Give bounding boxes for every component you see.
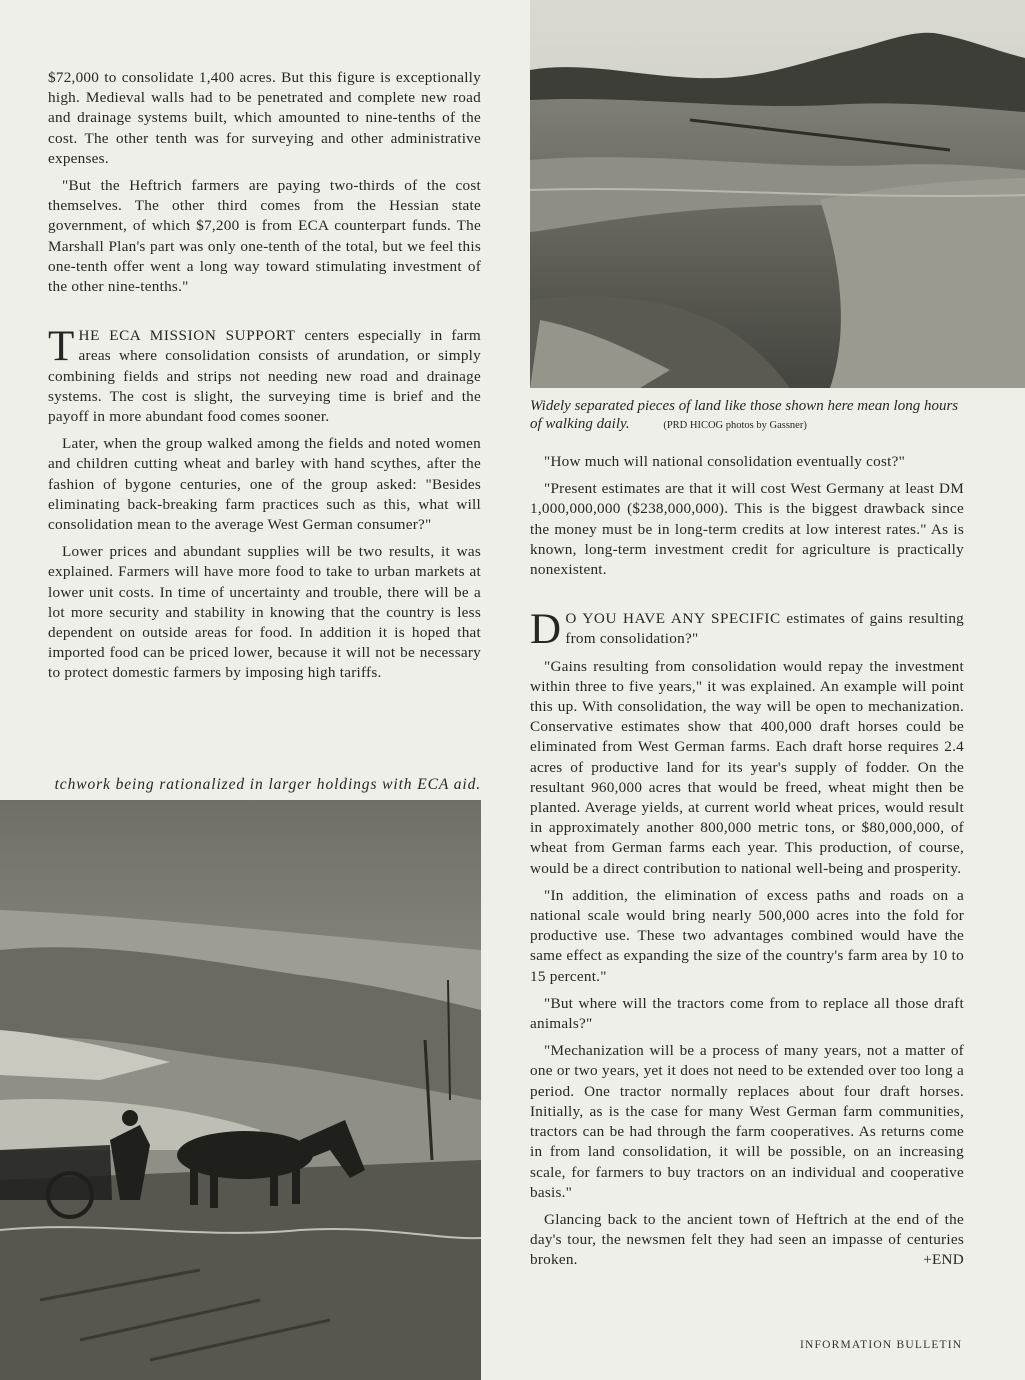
drop-cap: T [48, 323, 75, 371]
paragraph-dropcap [530, 606, 965, 654]
paragraph: "Mechanization will be a process of many years, not a matter of one or two years, yet it does not need to be extended over too long a period. One tractor normally replaces about four draft horses. Initially, as is the case for many West German farm communities, tractors can be had through the farm cooperatives. As returns come in from land consolidation, it will be possible, on an increasing scale, for farmers to buy tractors on an individual and cooperative basis." [530, 1042, 964, 1201]
paragraph: "Gains resulting from consolidation would repay the investment within three to five years," it was explained. An example will point this up. With consolidation, the way will be open to mechanization. Conservative estimates show that 400,000 draft horses could be eliminated from West German farms. Each draft horse requires 2.4 acres of productive land for its year's supply of fodder. On the resultant 960,000 acres that would be freed, wheat might then be planted. Average yields, at current world wheat prices, would result in approximately another 800,000 metric tons, or $80,000,000, of wheat from German farms each year. This production, of course, would be a direct contribution to national well-being and prosperity. [530, 657, 964, 877]
photo-farmer-with-horse [0, 800, 481, 1380]
left-text-column [48, 68, 481, 691]
paragraph [530, 1210, 964, 1271]
paragraph: Lower prices and abundant supplies will be two results, it was explained. Farmers will have more food to take to urban markets at lower unit costs. In time of uncertainty and trouble, there will be a lot more security and stability in knowing that the country is less dependent on outside areas for food. In addition it is hoped that imported food can be priced lower, because it will not be necessary to protect domestic farmers by imposing high tariffs. [48, 543, 481, 682]
paragraph: "How much will national consolidation eventually cost?" [544, 453, 906, 470]
photo-fields-landscape [530, 0, 1025, 388]
paragraph-dropcap [48, 323, 481, 427]
publication-footer: INFORMATION BULLETIN [800, 1339, 963, 1351]
paragraph-text: Glancing back to the ancient town of Heftrich at the end of the day's tour, the newsmen felt they had seen an impasse of centuries broken. [530, 1210, 964, 1269]
paragraph-text: estimates of gains resulting from consolidation?" [565, 610, 965, 648]
paragraph: "In addition, the elimination of excess paths and roads on a national scale would bring nearly 500,000 acres into the fold for productive use. These two advantages combined would have the same effect as expanding the size of the country's farm area by 10 to 15 percent." [530, 886, 964, 985]
paragraph: $72,000 to consolidate 1,400 acres. But this figure is exceptionally high. Medieval walls had to be penetrated and complete new road and drainage systems built, which amounted to nine-tenths of the cost. The other tenth was for surveying and other administrative expenses. [48, 69, 481, 167]
paragraph: Later, when the group walked among the fields and noted women and children cutting wheat and barley with hand scythes, after the fashion of bygone centuries, one of the group asked: "Besides eliminating back-breaking farm practices such as this, what will consolidation mean to the average West German consumer?" [48, 435, 481, 534]
paragraph: "Present estimates are that it will cost West Germany at least DM 1,000,000,000 ($238,000,000). This is the biggest drawback since the money must be in long-term credits at low interest rates." As is known, long-term investment credit for agriculture is practically nonexistent. [530, 480, 964, 579]
photo-caption-patchwork: tchwork being rationalized in larger holdings with ECA aid. [54, 776, 481, 793]
small-caps-lead: O YOU HAVE ANY SPECIFIC [565, 610, 781, 628]
small-caps-lead: HE ECA MISSION SUPPORT [78, 327, 296, 345]
drop-cap: D [530, 606, 562, 654]
paragraph: "But where will the tractors come from to replace all those draft animals?" [530, 994, 964, 1033]
photo-credit: (PRD HICOG photos by Gassner) [663, 420, 807, 431]
paragraph-text: centers especially in farm areas where consolidation consists of arundation, or simply combining fields and strips not needing new road and drainage systems. The cost is slight, the surveying time is brief and the payoff in more abundant food comes sooner. [48, 327, 481, 426]
paragraph: "But the Heftrich farmers are paying two-thirds of the cost themselves. The other third comes from the Hessian state government, of which $7,200 is from ECA counterpart funds. The Marshall Plan's part was only one-tenth of the total, but we feel this one-tenth offer went a long way toward stimulating investment of the other nine-tenths." [48, 177, 481, 296]
caption-text: Widely separated pieces of land like those shown here mean long hours of walking daily. [530, 398, 959, 432]
end-mark: +END [923, 1251, 964, 1269]
right-text-column [530, 452, 964, 1278]
photo-caption-fields [530, 397, 970, 435]
